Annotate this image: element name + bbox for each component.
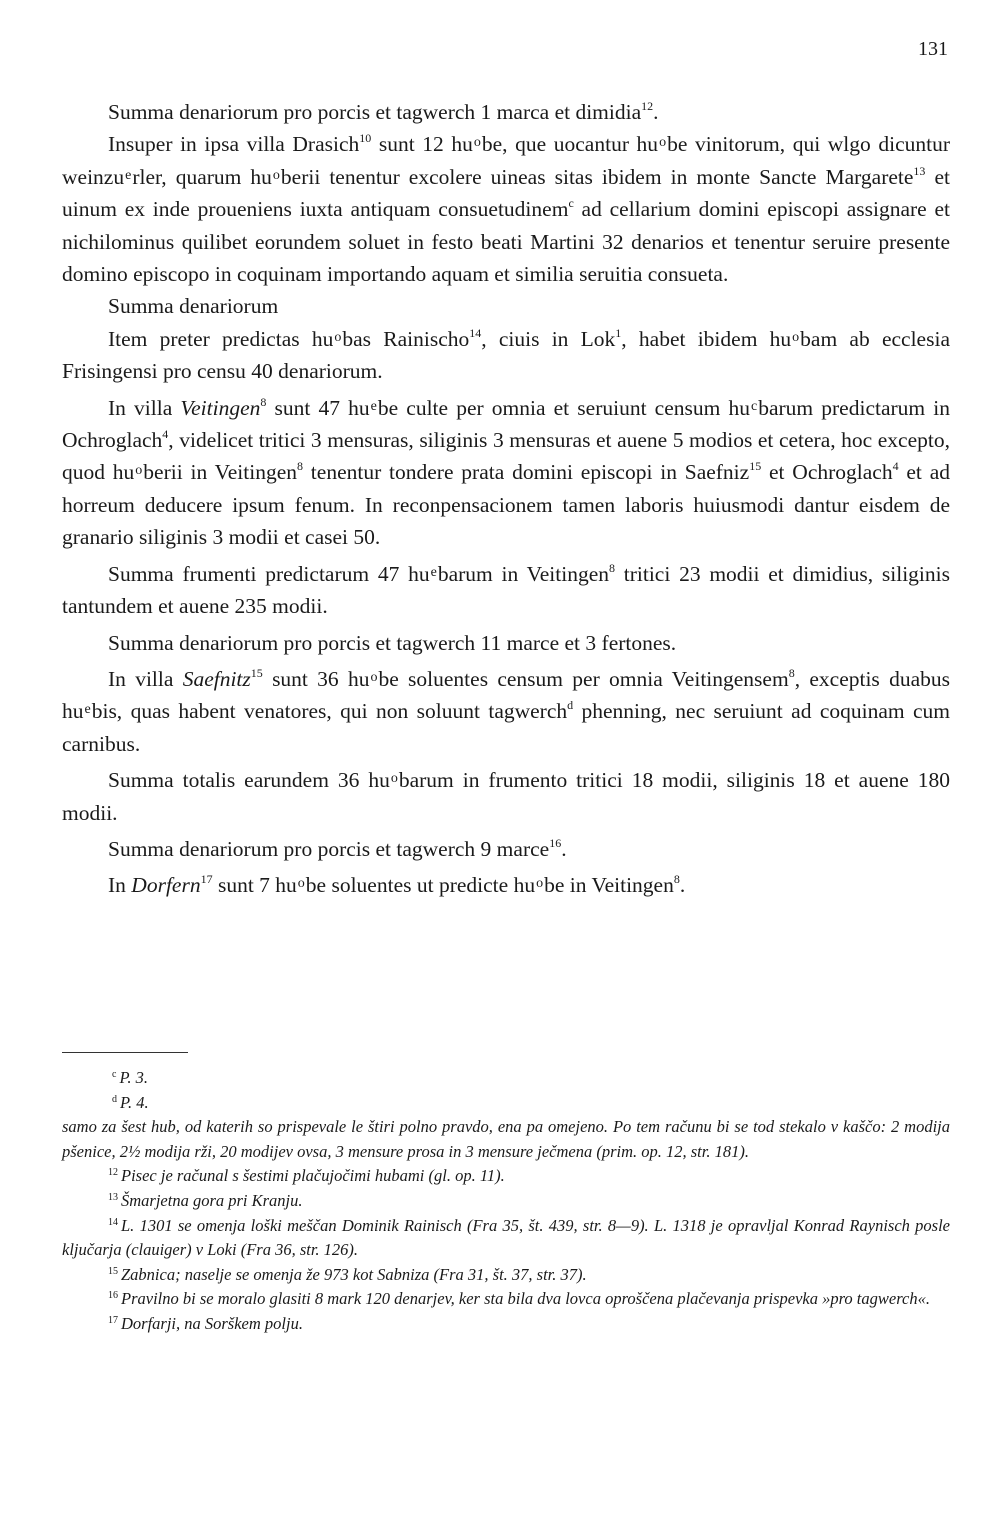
paragraph: In villa Veitingen$^8$ sunt 47 $hu^ebe$ culte per omnia et seruiunt censum $hu^cbarum$ predictarum in Ochroglach$^4$, videlicet tritici 3 mensuras, siliginis 3 mensuras et auene 5 modios et cetera, hoc excepto, quod $hu^oberii$ in Veitingen$^8$ tenentur tondere prata domini episcopi in Saefniz$^{15}$ et Ochroglach$^4$ et ad horreum deducere ipsum fenum. In reconpensacionem tamen laboris huiusmodi dantur eisdem de granario siliginis 3 modii et casei 50. [62, 394, 950, 550]
paragraph: Summa denariorum [108, 294, 279, 319]
paragraph: Summa denariorum pro porcis et tagwerch 1 marca et dimidia$^{12}$. [108, 99, 659, 124]
footnote-17: $^{17}$ Dorfarji, na Sorškem polju. [108, 1313, 303, 1333]
footnote-12: $^{12}$ Pisec je računal s šestimi plačujočimi hubami (gl. op. 11). [108, 1166, 505, 1186]
footnote-divider [62, 1052, 188, 1053]
paragraph: Item preter predictas $hu^obas$ Rainischo$^{14}$, ciuis in Lok$^1$, habet ibidem $hu^obam$ ab ecclesia Frisingensi pro censu 40 denariorum. [62, 325, 950, 384]
footnote-continuation: samo za šest hub, od katerih so prispevale le štiri polno pravdo, ena pa omejeno. Po tem računu bi se tod stekalo v kaščo: 2 modija pšenice, 2½ modija rži, 20 modijev ovsa, 3 mensure prosa in 3 mensure ječmena (prim. op. 12, str. 181). [62, 1117, 950, 1161]
main-text [62, 96, 950, 902]
paragraph: Summa denariorum pro porcis et tagwerch 11 marce et 3 fertones. [108, 630, 677, 655]
paragraph: Summa totalis earundem 36 $hu^obarum$ in frumento tritici 18 modii, siliginis 18 et auene 180 modii. [62, 768, 950, 825]
footnote-15: $^{15}$ Zabnica; naselje se omenja že 973 kot Sabniza (Fra 31, št. 37, str. 37). [108, 1264, 587, 1284]
paragraph: Insuper in ipsa villa Drasich$^{10}$ sunt 12 $hu^obe$, que uocantur $hu^obe$ vinitorum, qui wlgo dicuntur weinzu$^e$rler, quarum $hu^oberii$ tenentur excolere uineas sitas ibidem in monte Sancte Margarete$^{13}$ et uinum ex inde proueniens iuxta antiquam consuetudinem$^c$ ad cellarium domini episcopi assignare et nichilominus quilibet eorundem soluet in festo beati Martini 32 denarios et tenentur seruire presente domino episcopo in coquinam importando aquam et similia seruitia consueta. [62, 131, 950, 287]
paragraph: Summa denariorum pro porcis et tagwerch 9 marce$^{16}$. [108, 835, 567, 861]
footnote-d: $^d$ P. 4. [112, 1092, 149, 1112]
footnote-14: $^{14}$ L. 1301 se omenja loški meščan Dominik Rainisch (Fra 35, št. 439, str. 8—9). L. 1318 je opravljal Konrad Raynisch posle ključarja (clauiger) v Loki (Fra 36, str. 126). [62, 1215, 950, 1260]
paragraph: Summa frumenti predictarum 47 $hu^ebarum$ in Veitingen$^8$ tritici 23 modii et dimidius, siliginis tantundem et auene 235 modii. [62, 560, 950, 619]
footnote-16: $^{16}$ Pravilno bi se moralo glasiti 8 mark 120 denarjev, ker sta bila dva lovca oproščena plačevanja prispevka »pro tagwerch«. [108, 1289, 930, 1309]
footnotes [62, 1066, 950, 1337]
page-number: 131 [918, 38, 948, 60]
footnote-13: $^{13}$ Šmarjetna gora pri Kranju. [108, 1190, 303, 1210]
paragraph: In villa Saefnitz$^{15}$ sunt 36 $hu^obe$ soluentes censum per omnia Veitingensem$^8$, exceptis duabus $hu^ebis$, quas habent venatores, qui non soluunt tagwerch$^d$ phenning, nec seruiunt ad coquinam cum carnibus. [62, 665, 950, 756]
footnote-c: $^c$ P. 3. [112, 1068, 149, 1087]
paragraph: In Dorfern$^{17}$ sunt 7 $hu^obe$ soluentes ut predicte $hu^obe$ in Veitingen$^8$. [108, 872, 686, 898]
